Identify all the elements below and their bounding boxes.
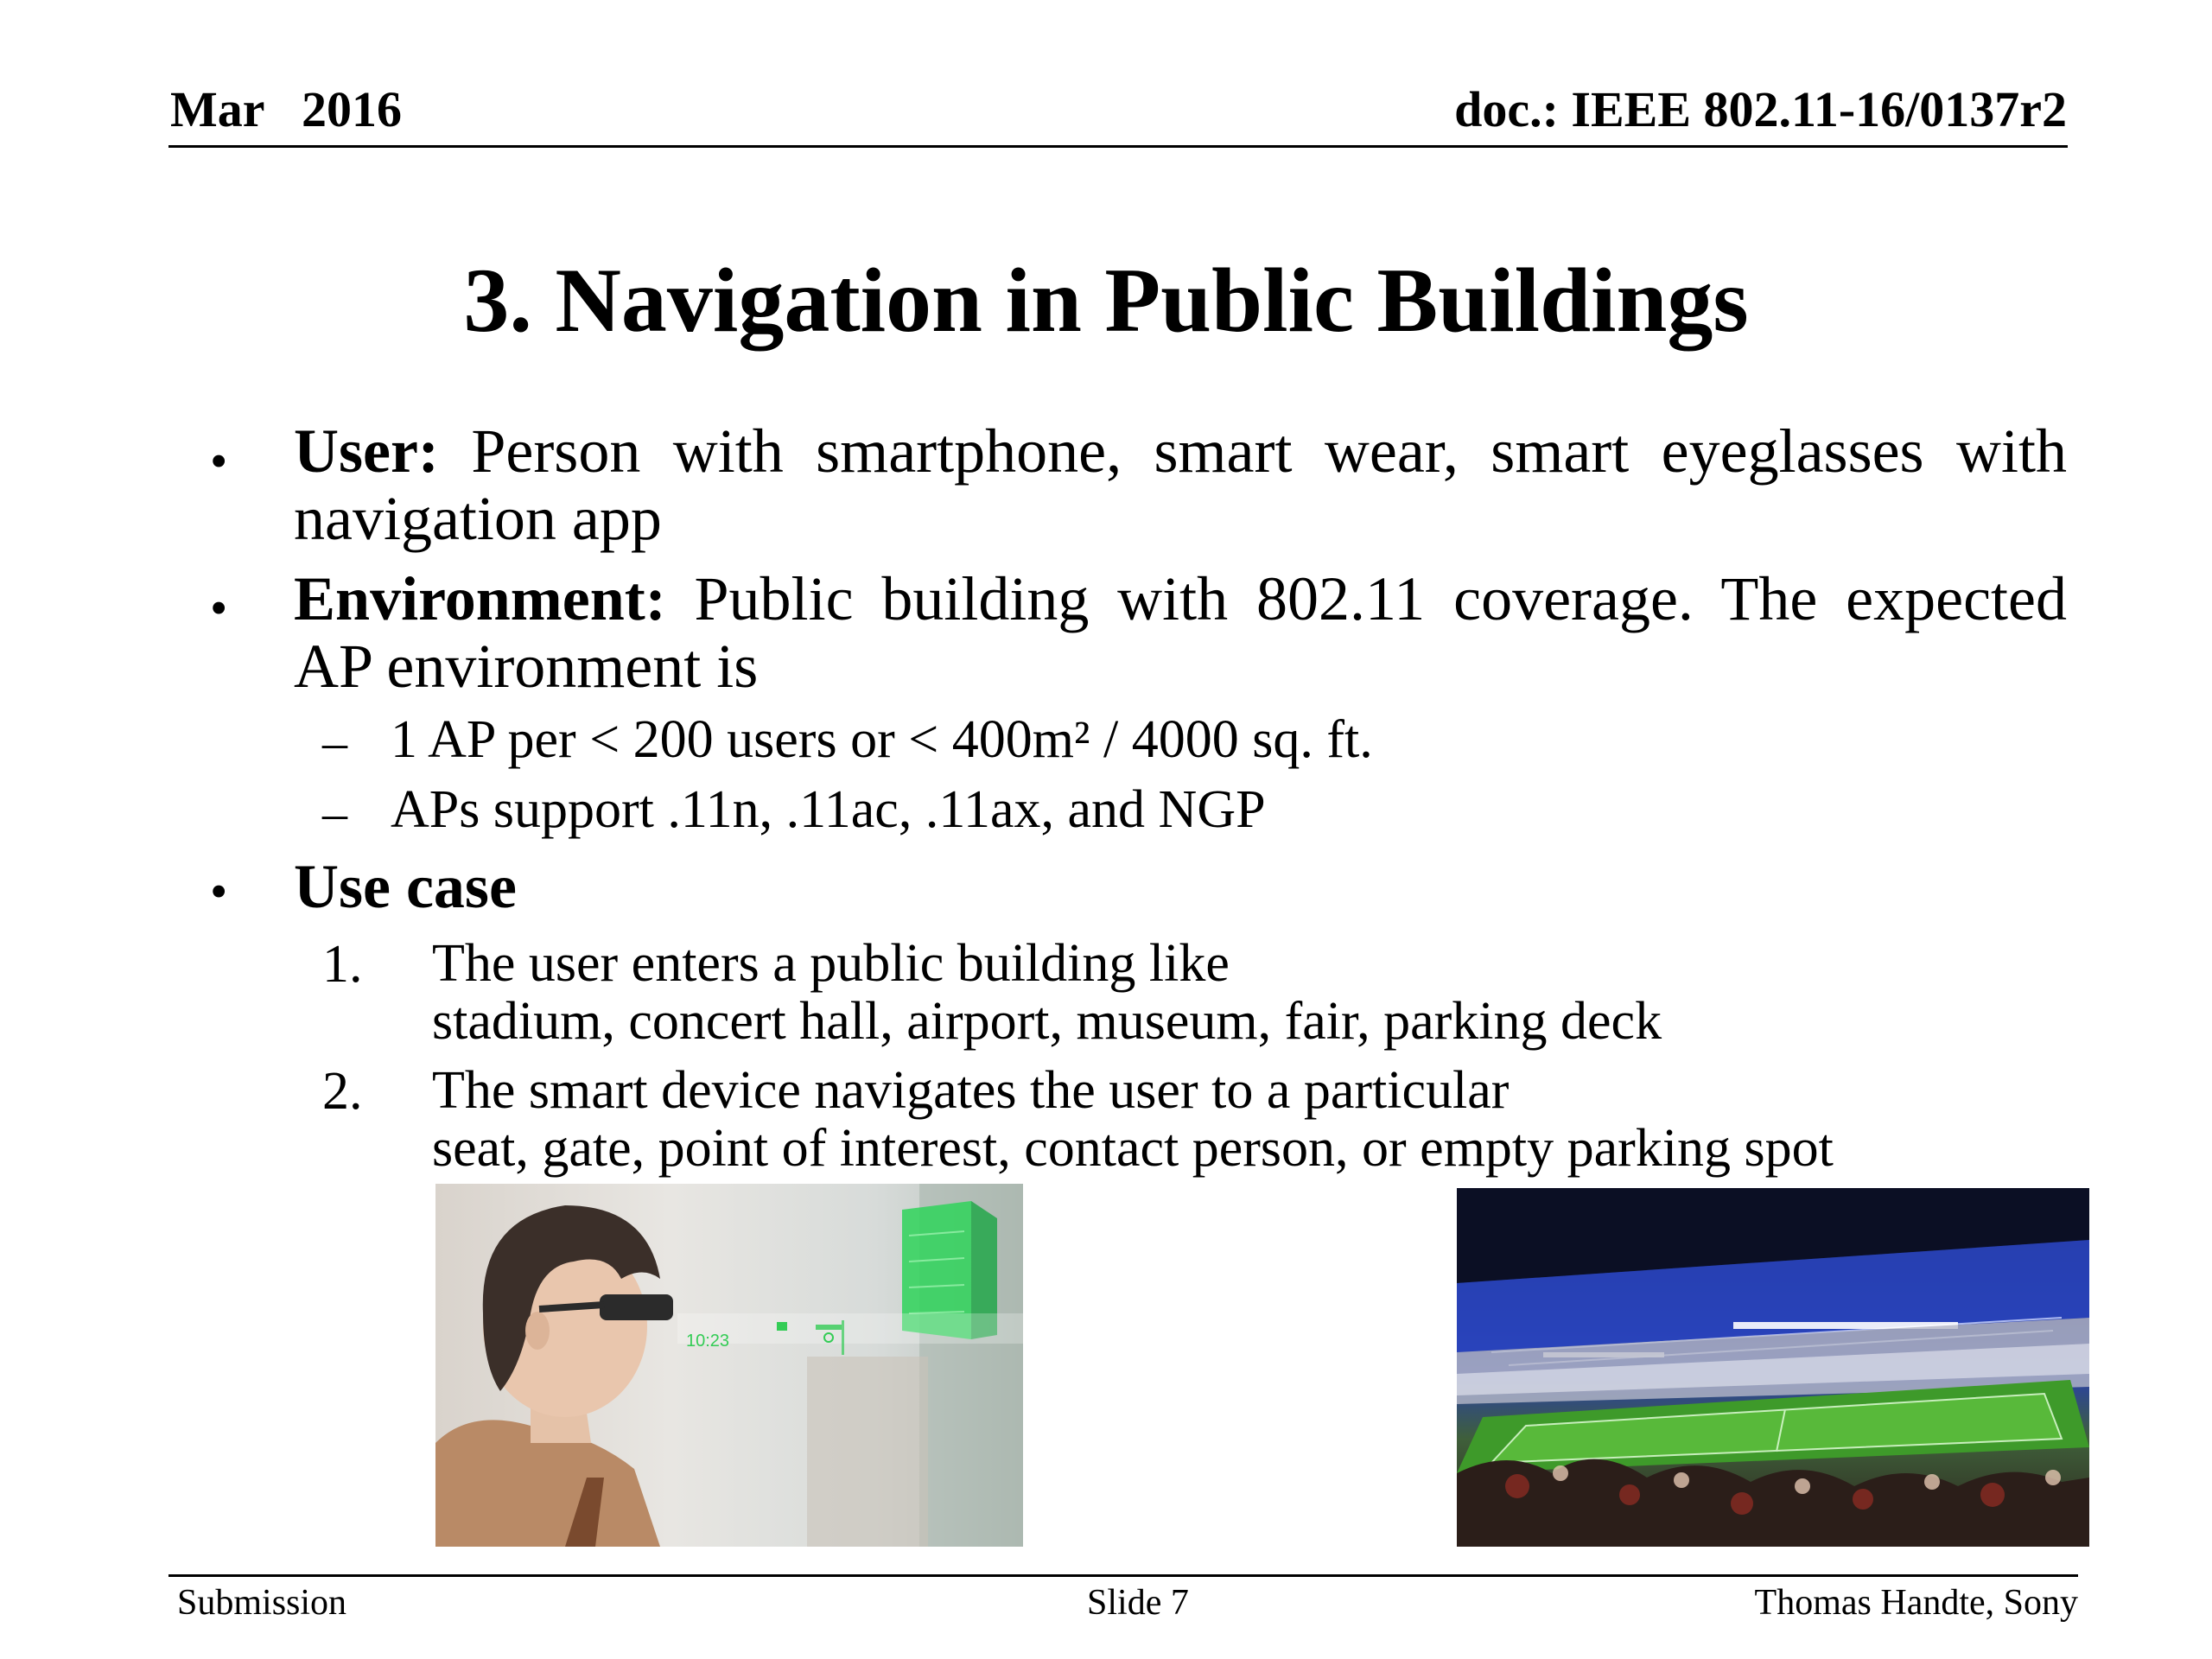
bullet-marker: • xyxy=(210,863,228,919)
step-1-line-1: The user enters a public building like xyxy=(432,934,1230,993)
bullet-user xyxy=(294,417,2067,552)
step-number: 1. xyxy=(322,935,363,994)
bullet-user-text: Person with smartphone, smart wear, smart eyeglasses with navigation app xyxy=(294,416,2067,553)
footer-author: Thomas Handte, Sony xyxy=(1754,1583,2078,1623)
step-1-text xyxy=(432,935,1662,1051)
smart-glasses-photo xyxy=(435,1184,1023,1547)
footer-submission: Submission xyxy=(177,1583,347,1623)
environment-sub-item-1: 1 AP per < 200 users or < 400m² / 4000 sq. ft. xyxy=(391,710,1373,769)
sub-bullet-dash: – xyxy=(322,714,347,770)
slide-title: 3. Navigation in Public Buildings xyxy=(463,250,1749,351)
stadium-photo xyxy=(1457,1188,2089,1547)
sub-bullet-dash: – xyxy=(322,785,347,841)
step-2-text xyxy=(432,1062,1834,1178)
footer-divider xyxy=(168,1574,2078,1577)
bullet-use-case-label: Use case xyxy=(294,852,517,921)
step-number: 2. xyxy=(322,1062,363,1121)
bullet-user-label: User: xyxy=(294,416,439,486)
header-doc-id: doc.: IEEE 802.11-16/0137r2 xyxy=(1454,81,2067,137)
bullet-marker: • xyxy=(210,433,228,489)
header-divider xyxy=(168,145,2068,148)
bullet-environment-label: Environment: xyxy=(294,564,666,633)
bullet-marker: • xyxy=(210,580,228,636)
step-2-line-2: seat, gate, point of interest, contact person, or empty parking spot xyxy=(432,1119,1834,1178)
step-2-line-1: The smart device navigates the user to a particular xyxy=(432,1061,1510,1120)
hud-time-text: 10:23 xyxy=(686,1332,730,1351)
footer-slide-number: Slide 7 xyxy=(1087,1583,1189,1623)
step-1-line-2: stadium, concert hall, airport, museum, fair, parking deck xyxy=(432,992,1662,1051)
environment-sub-item-2: APs support .11n, .11ac, .11ax, and NGP xyxy=(391,780,1266,839)
header-date: Mar 2016 xyxy=(170,81,402,137)
bullet-environment-text: Public building with 802.11 coverage. The expected AP environment is xyxy=(294,564,2068,701)
bullet-environment xyxy=(294,565,2067,700)
